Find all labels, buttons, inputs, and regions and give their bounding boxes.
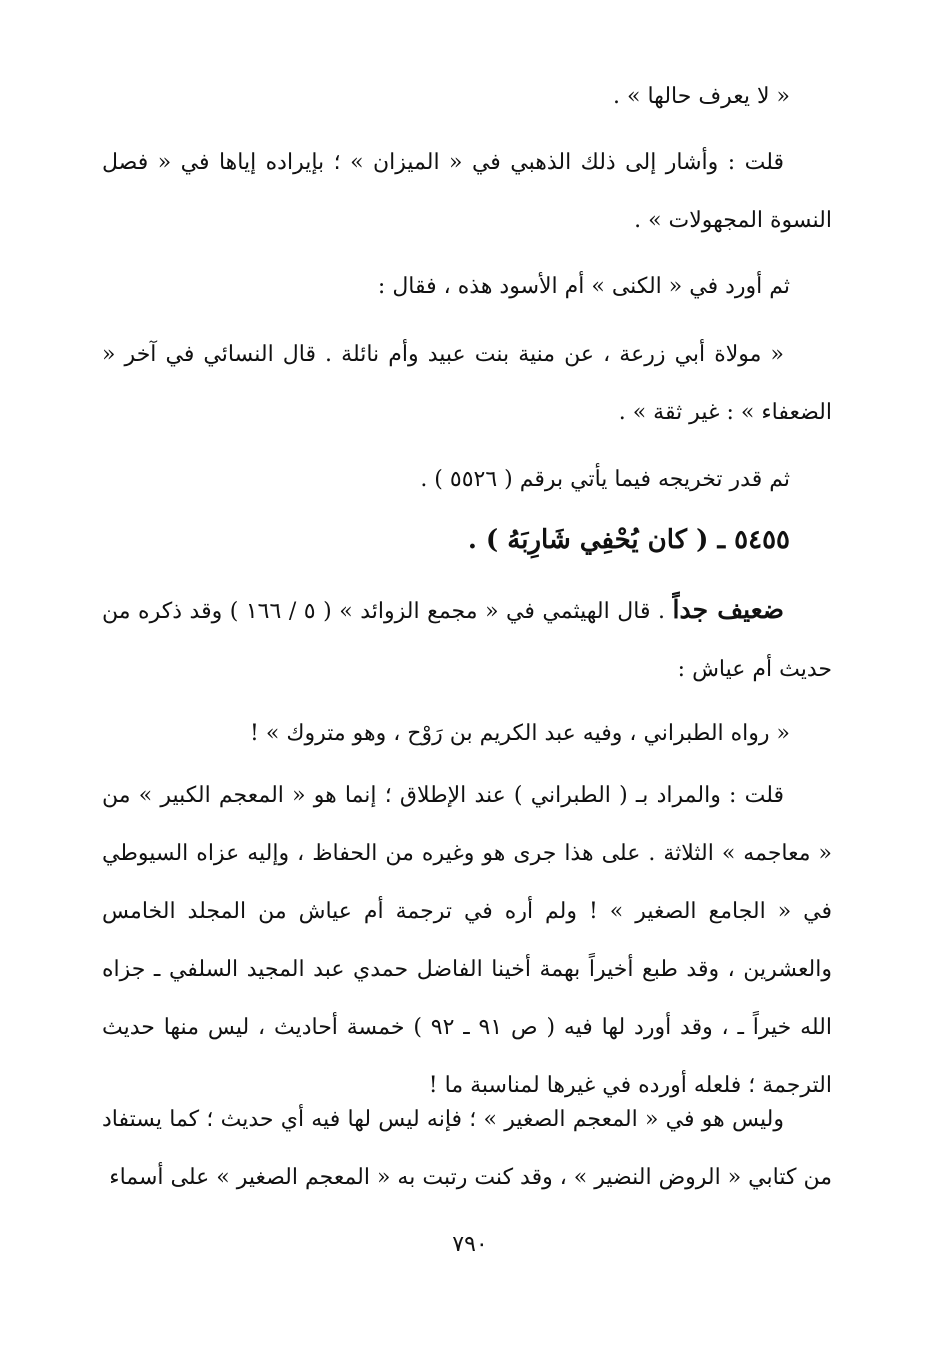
paragraph-tabarani-quote: « رواه الطبراني ، وفيه عبد الكريم بن رَوْح ، وهو متروك » ! bbox=[250, 721, 790, 746]
paragraph-quote-unknown-status: « لا يعرف حالها » . bbox=[613, 84, 790, 109]
paragraph-mawla-quote: « مولاة أبي زرعة ، عن منية بنت عبيد وأم نائلة . قال النسائي في آخر « الضعفاء » : غير ثقة » . bbox=[102, 342, 832, 425]
paragraph-mujam-saghir: وليس هو في « المعجم الصغير » ؛ فإنه ليس لها فيه أي حديث ؛ كما يستفاد من كتابي « الروض النضير » ، وقد كنت رتبت به « المعجم الصغير » على أسماء bbox=[102, 1107, 832, 1190]
grading-label: ضعيف جداً bbox=[672, 595, 784, 624]
paragraph-takhrij-reference: ثم قدر تخريجه فيما يأتي برقم ( ٥٥٢٦ ) . bbox=[420, 467, 790, 492]
page-number: ٧٩٠ bbox=[452, 1232, 488, 1257]
paragraph-commentary: قلت : والمراد بـ ( الطبراني ) عند الإطلاق ؛ إنما هو « المعجم الكبير » من « معاجمه » الثلاثة . على هذا جرى هو وغيره من الحفاظ ، وإليه عزاه السيوطي في « الجامع الصغير » ! ولم أره في ترجمة أم عياش من المجلد الخامس والعشرين ، وقد طبع أخيراً بهمة أخينا الفاضل حمدي عبد المجيد السلفي ـ جزاه الله خيراً ـ ، وقد أورد لها فيه ( ص ٩١ ـ ٩٢ ) خمسة أحاديث ، ليس منها حديث الترجمة ؛ فلعله أورده في غيرها لمناسبة ما ! bbox=[102, 783, 833, 1098]
paragraph-kuna-intro: ثم أورد في « الكنى » أم الأسود هذه ، فقال : bbox=[377, 274, 790, 299]
paragraph-grading bbox=[102, 581, 832, 699]
grading-text: . قال الهيثمي في « مجمع الزوائد » ( ٥ / ١٦٦ ) وقد ذكره من حديث أم عياش : bbox=[102, 599, 832, 682]
hadith-heading: ٥٤٥٥ ـ ( كان يُحْفِي شَارِبَهُ ) . bbox=[467, 525, 790, 555]
paragraph-dhahabi-note: قلت : وأشار إلى ذلك الذهبي في « الميزان » ؛ بإيراده إياها في « فصل النسوة المجهولات » . bbox=[102, 150, 832, 233]
